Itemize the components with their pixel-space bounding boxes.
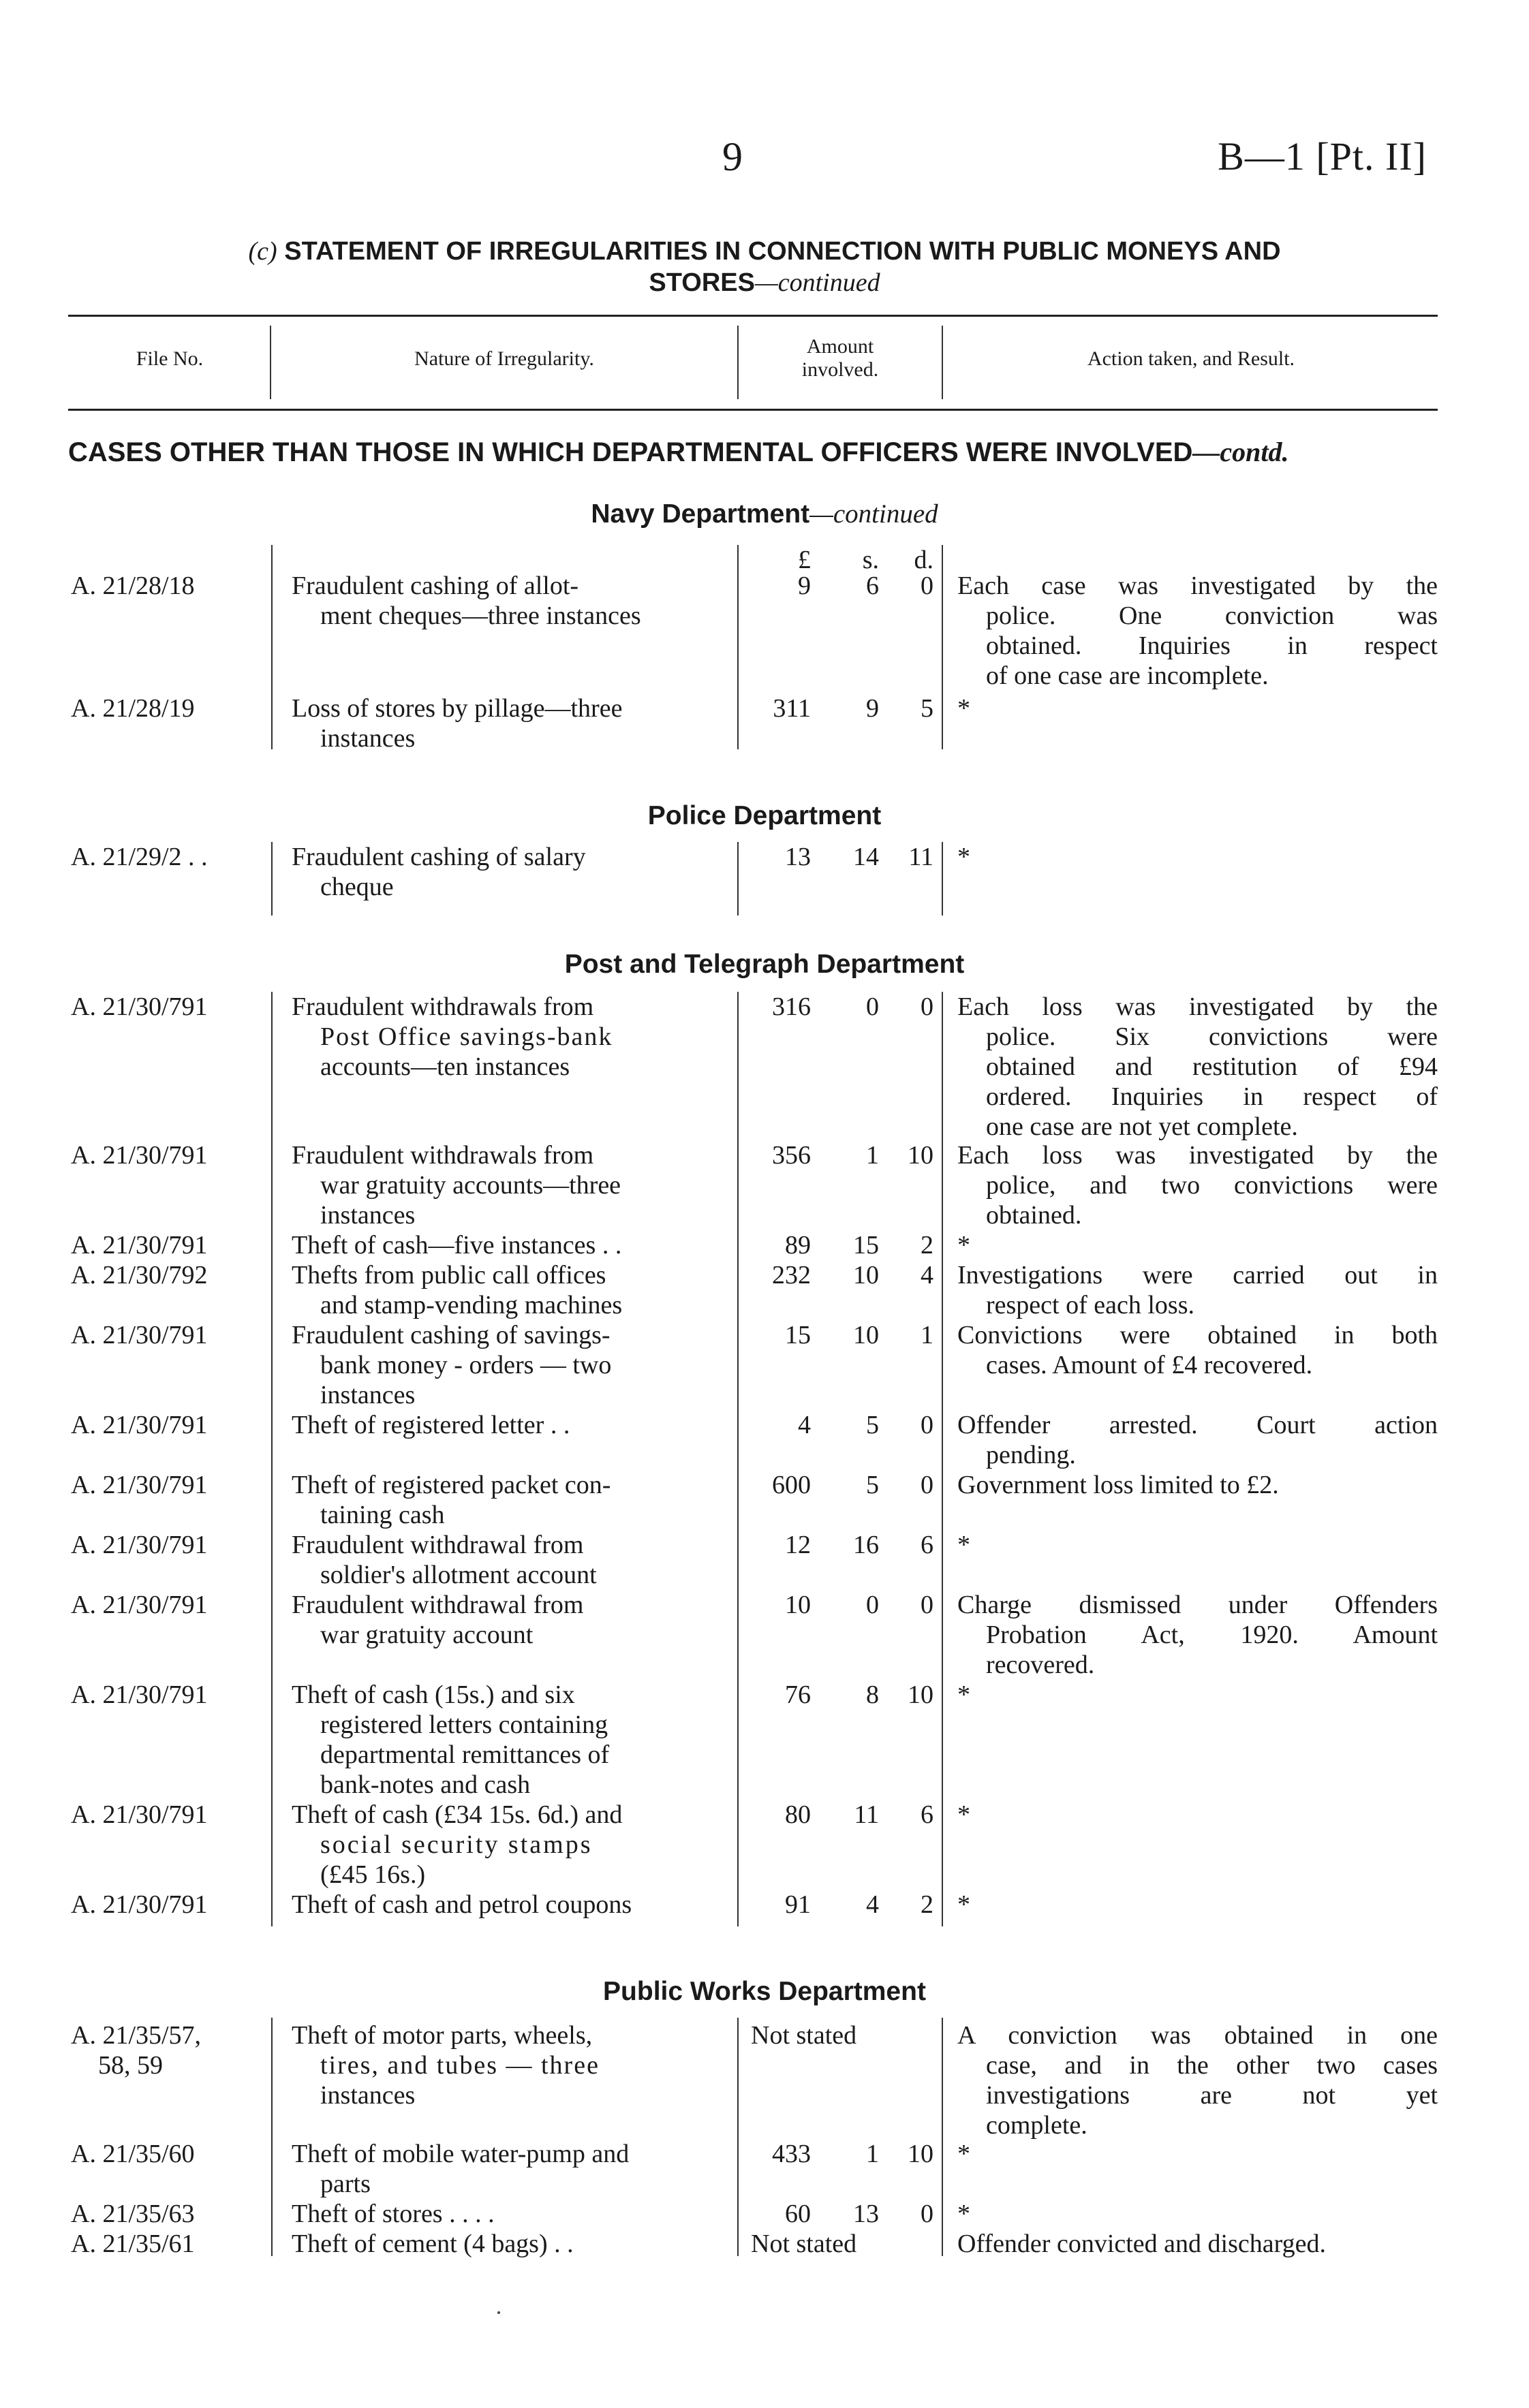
amount-pounds: 76 bbox=[785, 1680, 811, 1709]
amount-pounds: 433 bbox=[772, 2140, 811, 2168]
header-top-rule bbox=[68, 315, 1438, 317]
amount-shillings: 1 bbox=[866, 1141, 879, 1170]
action-line: police, and two convictions were bbox=[986, 1171, 1438, 1200]
action-line: obtained. bbox=[986, 1201, 1082, 1230]
amount bbox=[743, 2199, 933, 2229]
action bbox=[957, 571, 1438, 691]
action bbox=[957, 1890, 1438, 1920]
nature-line: cheque bbox=[320, 873, 394, 901]
file-no-text: A. 21/35/60 bbox=[71, 2140, 195, 2168]
nature bbox=[292, 1320, 714, 1410]
nature bbox=[292, 2139, 714, 2199]
file-no bbox=[71, 2020, 268, 2080]
section-heading-post-telegraph: Post and Telegraph Department bbox=[564, 950, 965, 979]
amount-pounds: 15 bbox=[785, 1321, 811, 1349]
nature-line: Fraudulent cashing of allot- bbox=[292, 572, 579, 600]
action-line: investigations are not yet bbox=[986, 2081, 1438, 2110]
police-divider-1 bbox=[271, 842, 273, 916]
amount-pounds: 91 bbox=[785, 1890, 811, 1919]
amount-shillings: 5 bbox=[866, 1471, 879, 1499]
amount-pounds: 10 bbox=[785, 1591, 811, 1619]
action bbox=[957, 992, 1438, 1142]
action-line: * bbox=[957, 2140, 970, 2168]
nature-line: instances bbox=[320, 1381, 416, 1409]
file-no bbox=[71, 1800, 268, 1830]
nature bbox=[292, 992, 714, 1082]
nature bbox=[292, 1680, 714, 1800]
action-line: obtained. Inquiries in respect bbox=[986, 631, 1438, 660]
action bbox=[957, 2020, 1438, 2140]
works-divider-1 bbox=[271, 2018, 273, 2256]
amount-shillings: 10 bbox=[853, 1261, 879, 1289]
action-line: obtained and restitution of £94 bbox=[986, 1052, 1438, 1081]
nature-line: Theft of cash—five instances . . bbox=[292, 1231, 622, 1260]
amount-pence: 5 bbox=[921, 694, 933, 723]
nature-line: social security stamps bbox=[320, 1830, 593, 1859]
action bbox=[957, 1260, 1438, 1320]
amount-pounds: 13 bbox=[785, 843, 811, 871]
nature-line: instances bbox=[320, 2081, 416, 2110]
amount-shillings: 16 bbox=[853, 1531, 879, 1559]
file-no bbox=[71, 693, 268, 723]
col-header-amount-line2: involved. bbox=[801, 358, 879, 381]
nature-line: Theft of mobile water-pump and bbox=[292, 2140, 630, 2168]
nature-line: Fraudulent cashing of salary bbox=[292, 843, 586, 871]
amount-pence: 10 bbox=[908, 2140, 933, 2168]
amount-pence: 0 bbox=[921, 572, 933, 600]
page-reference: B—1 [Pt. II] bbox=[1218, 134, 1427, 178]
post-divider-1 bbox=[271, 992, 273, 1926]
action-line: A conviction was obtained in one bbox=[957, 2021, 1438, 2050]
col-header-amount-line1: Amount bbox=[806, 335, 874, 358]
file-no bbox=[71, 1530, 268, 1560]
file-no-text: A. 21/30/791 bbox=[71, 1411, 208, 1439]
file-no bbox=[71, 1140, 268, 1170]
currency-shillings: s. bbox=[862, 546, 879, 574]
amount-pounds: 311 bbox=[773, 694, 811, 723]
action bbox=[957, 2139, 1438, 2169]
file-no-text: A. 21/30/791 bbox=[71, 1321, 208, 1349]
statement-title-suffix: —continued bbox=[754, 268, 880, 297]
amount-pounds: 89 bbox=[785, 1231, 811, 1260]
nature bbox=[292, 2229, 714, 2259]
statement-title-cont: STORES bbox=[649, 268, 755, 297]
file-no bbox=[71, 571, 268, 601]
file-no-text: A. 21/30/791 bbox=[71, 992, 208, 1021]
amount-pounds: 356 bbox=[772, 1141, 811, 1170]
amount-shillings: 5 bbox=[866, 1411, 879, 1439]
nature-line: bank money - orders — two bbox=[320, 1351, 612, 1379]
nature bbox=[292, 1260, 714, 1320]
file-no bbox=[71, 2199, 268, 2229]
file-no bbox=[71, 1470, 268, 1500]
action-line: Convictions were obtained in both bbox=[957, 1321, 1438, 1349]
file-no bbox=[71, 2229, 268, 2259]
file-no-text: A. 21/28/18 bbox=[71, 572, 195, 600]
action-line: one case are not yet complete. bbox=[986, 1112, 1298, 1141]
header-bottom-rule bbox=[68, 409, 1438, 411]
cases-heading-text: CASES OTHER THAN THOSE IN WHICH DEPARTMENTAL OFFICERS WERE INVOLVED bbox=[68, 437, 1193, 467]
nature-line: soldier's allotment account bbox=[320, 1561, 597, 1589]
file-no-text: A. 21/30/791 bbox=[71, 1531, 208, 1559]
file-no-text: A. 21/35/61 bbox=[71, 2230, 195, 2258]
nature bbox=[292, 1590, 714, 1650]
file-no bbox=[71, 1890, 268, 1920]
amount-pounds: 600 bbox=[772, 1471, 811, 1499]
amount bbox=[743, 1800, 933, 1830]
nature-line: parts bbox=[320, 2170, 371, 2198]
nature-line: Theft of registered letter . . bbox=[292, 1411, 570, 1439]
navy-divider-1 bbox=[271, 545, 273, 749]
statement-title bbox=[68, 236, 1461, 298]
amount-pence: 4 bbox=[921, 1261, 933, 1289]
file-no-text: A. 21/29/2 . . bbox=[71, 843, 208, 871]
amount bbox=[743, 1590, 933, 1620]
section-heading-public-works: Public Works Department bbox=[603, 1977, 926, 2006]
file-no bbox=[71, 1590, 268, 1620]
cases-heading bbox=[68, 436, 1289, 468]
nature-line: instances bbox=[320, 1201, 416, 1230]
file-no bbox=[71, 1320, 268, 1350]
nature bbox=[292, 1230, 714, 1260]
amount-shillings: 0 bbox=[866, 992, 879, 1021]
amount bbox=[743, 1230, 933, 1260]
nature-line: Theft of registered packet con- bbox=[292, 1471, 611, 1499]
navy-divider-3 bbox=[942, 545, 943, 749]
amount bbox=[743, 842, 933, 872]
nature-line: Theft of cash and petrol coupons bbox=[292, 1890, 632, 1919]
amount bbox=[743, 2020, 933, 2050]
amount bbox=[743, 2229, 933, 2259]
file-no-text: 58, 59 bbox=[98, 2051, 163, 2080]
amount-pounds: 80 bbox=[785, 1800, 811, 1829]
file-no-text: A. 21/28/19 bbox=[71, 694, 195, 723]
action-line: Investigations were carried out in bbox=[957, 1261, 1438, 1289]
action-line: * bbox=[957, 843, 970, 871]
action-line: * bbox=[957, 694, 970, 723]
amount-shillings: 15 bbox=[853, 1231, 879, 1260]
action bbox=[957, 2199, 1438, 2229]
action-line: Offender arrested. Court action bbox=[957, 1411, 1438, 1439]
file-no-text: A. 21/35/63 bbox=[71, 2200, 195, 2228]
nature-line: Theft of motor parts, wheels, bbox=[292, 2021, 593, 2050]
file-no-text: A. 21/35/57, bbox=[71, 2021, 202, 2050]
action-line: complete. bbox=[986, 2111, 1087, 2140]
section-heading-police: Police Department bbox=[647, 801, 882, 830]
currency-pence: d. bbox=[914, 546, 933, 574]
action-line: respect of each loss. bbox=[986, 1291, 1194, 1319]
nature-line: Thefts from public call offices bbox=[292, 1261, 606, 1289]
action bbox=[957, 1530, 1438, 1560]
amount bbox=[743, 1410, 933, 1440]
amount bbox=[743, 2139, 933, 2169]
stray-mark bbox=[497, 2311, 500, 2314]
header-divider-3 bbox=[942, 326, 943, 399]
amount bbox=[743, 992, 933, 1022]
col-header-amount bbox=[740, 335, 940, 381]
amount-not-stated: Not stated bbox=[751, 2230, 857, 2258]
action-line: police. Six convictions were bbox=[986, 1022, 1438, 1051]
action-line: * bbox=[957, 1231, 970, 1260]
amount-pence: 0 bbox=[921, 2200, 933, 2228]
file-no bbox=[71, 1410, 268, 1440]
amount bbox=[743, 1470, 933, 1500]
amount-pounds: 12 bbox=[785, 1531, 811, 1559]
amount-shillings: 10 bbox=[853, 1321, 879, 1349]
amount-pence: 10 bbox=[908, 1680, 933, 1709]
nature-line: Theft of cash (£34 15s. 6d.) and bbox=[292, 1800, 623, 1829]
action bbox=[957, 693, 1438, 723]
amount-not-stated: Not stated bbox=[751, 2021, 857, 2050]
nature-line: Fraudulent cashing of savings- bbox=[292, 1321, 611, 1349]
amount-shillings: 0 bbox=[866, 1591, 879, 1619]
amount-pence: 0 bbox=[921, 992, 933, 1021]
action-line: Probation Act, 1920. Amount bbox=[986, 1621, 1438, 1649]
nature-line: accounts—ten instances bbox=[320, 1052, 570, 1081]
header-divider-2 bbox=[737, 326, 739, 399]
header-divider-1 bbox=[270, 326, 271, 399]
nature bbox=[292, 693, 714, 753]
nature bbox=[292, 1530, 714, 1590]
file-no bbox=[71, 1230, 268, 1260]
amount-pence: 0 bbox=[921, 1591, 933, 1619]
action-line: recovered. bbox=[986, 1651, 1095, 1679]
action bbox=[957, 1140, 1438, 1230]
currency-pounds: £ bbox=[798, 546, 811, 574]
nature-line: Post Office savings-bank bbox=[320, 1022, 613, 1051]
amount bbox=[743, 1320, 933, 1350]
action-line: Government loss limited to £2. bbox=[957, 1471, 1279, 1499]
amount-pence: 2 bbox=[921, 1231, 933, 1260]
action-line: cases. Amount of £4 recovered. bbox=[986, 1351, 1313, 1379]
nature bbox=[292, 1800, 714, 1890]
nature-line: instances bbox=[320, 724, 416, 753]
post-divider-3 bbox=[942, 992, 943, 1926]
nature-line: Fraudulent withdrawal from bbox=[292, 1531, 584, 1559]
action-line: pending. bbox=[986, 1441, 1076, 1469]
action-line: Charge dismissed under Offenders bbox=[957, 1591, 1438, 1619]
nature-line: Theft of cement (4 bags) . . bbox=[292, 2230, 574, 2258]
action-line: * bbox=[957, 1680, 970, 1709]
col-header-file-no: File No. bbox=[136, 347, 204, 370]
section-title: Navy Department bbox=[591, 499, 810, 529]
statement-label: (c) bbox=[248, 237, 277, 266]
navy-divider-2 bbox=[737, 545, 739, 749]
amount-shillings: 9 bbox=[866, 694, 879, 723]
nature-line: war gratuity accounts—three bbox=[320, 1171, 621, 1200]
action bbox=[957, 2229, 1438, 2259]
file-no bbox=[71, 1680, 268, 1710]
file-no bbox=[71, 842, 268, 872]
action bbox=[957, 1680, 1438, 1710]
amount-pence: 10 bbox=[908, 1141, 933, 1170]
statement-title-main: STATEMENT OF IRREGULARITIES IN CONNECTION WITH PUBLIC MONEYS AND bbox=[284, 237, 1281, 266]
action-line: * bbox=[957, 1531, 970, 1559]
amount bbox=[743, 1140, 933, 1170]
amount bbox=[743, 571, 933, 601]
nature-line: Fraudulent withdrawals from bbox=[292, 1141, 594, 1170]
action-line: Each case was investigated by the bbox=[957, 572, 1438, 600]
nature-line: tires, and tubes — three bbox=[320, 2051, 600, 2080]
amount bbox=[743, 1260, 933, 1290]
nature-line: departmental remittances of bbox=[320, 1740, 610, 1769]
nature-line: war gratuity account bbox=[320, 1621, 534, 1649]
amount-pence: 11 bbox=[908, 843, 933, 871]
file-no-text: A. 21/30/791 bbox=[71, 1591, 208, 1619]
nature-line: taining cash bbox=[320, 1501, 445, 1529]
file-no-text: A. 21/30/792 bbox=[71, 1261, 208, 1289]
amount-pounds: 232 bbox=[772, 1261, 811, 1289]
amount-shillings: 11 bbox=[854, 1800, 879, 1829]
nature bbox=[292, 2199, 714, 2229]
amount bbox=[743, 1680, 933, 1710]
amount-pence: 6 bbox=[921, 1800, 933, 1829]
col-header-nature: Nature of Irregularity. bbox=[414, 347, 594, 370]
action bbox=[957, 1230, 1438, 1260]
nature-line: Fraudulent withdrawal from bbox=[292, 1591, 584, 1619]
action bbox=[957, 1320, 1438, 1380]
file-no bbox=[71, 2139, 268, 2169]
file-no-text: A. 21/30/791 bbox=[71, 1890, 208, 1919]
file-no-text: A. 21/30/791 bbox=[71, 1800, 208, 1829]
amount-shillings: 13 bbox=[853, 2200, 879, 2228]
nature-line: Fraudulent withdrawals from bbox=[292, 992, 594, 1021]
section-heading-navy bbox=[68, 499, 1461, 529]
nature-line: Theft of stores . . . . bbox=[292, 2200, 495, 2228]
amount-pounds: 60 bbox=[785, 2200, 811, 2228]
nature bbox=[292, 1890, 714, 1920]
action bbox=[957, 1470, 1438, 1500]
action-line: Offender convicted and discharged. bbox=[957, 2230, 1326, 2258]
nature bbox=[292, 1470, 714, 1530]
amount-pounds: 4 bbox=[798, 1411, 811, 1439]
works-divider-2 bbox=[737, 2018, 739, 2256]
action bbox=[957, 1590, 1438, 1680]
cases-heading-suffix: —contd. bbox=[1192, 437, 1289, 467]
nature bbox=[292, 571, 714, 631]
amount bbox=[743, 693, 933, 723]
nature-line: Loss of stores by pillage—three bbox=[292, 694, 623, 723]
amount-pence: 0 bbox=[921, 1411, 933, 1439]
nature bbox=[292, 2020, 714, 2110]
works-divider-3 bbox=[942, 2018, 943, 2256]
section-title-suffix: —continued bbox=[809, 499, 938, 529]
police-divider-2 bbox=[737, 842, 739, 916]
action-line: ordered. Inquiries in respect of bbox=[986, 1082, 1438, 1111]
amount-shillings: 14 bbox=[853, 843, 879, 871]
amount-pounds: 316 bbox=[772, 992, 811, 1021]
action-line: Each loss was investigated by the bbox=[957, 992, 1438, 1021]
file-no-text: A. 21/30/791 bbox=[71, 1471, 208, 1499]
action-line: case, and in the other two cases bbox=[986, 2051, 1438, 2080]
file-no bbox=[71, 1260, 268, 1290]
nature-line: (£45 16s.) bbox=[320, 1860, 426, 1889]
nature-line: ment cheques—three instances bbox=[320, 601, 641, 630]
amount-pence: 6 bbox=[921, 1531, 933, 1559]
amount-shillings: 8 bbox=[866, 1680, 879, 1709]
file-no-text: A. 21/30/791 bbox=[71, 1141, 208, 1170]
police-divider-3 bbox=[942, 842, 943, 916]
action bbox=[957, 842, 1438, 872]
amount-shillings: 4 bbox=[866, 1890, 879, 1919]
amount-pence: 2 bbox=[921, 1890, 933, 1919]
nature-line: bank-notes and cash bbox=[320, 1770, 531, 1799]
nature-line: Theft of cash (15s.) and six bbox=[292, 1680, 575, 1709]
action bbox=[957, 1800, 1438, 1830]
action-line: * bbox=[957, 1800, 970, 1829]
nature-line: and stamp-vending machines bbox=[320, 1291, 623, 1319]
action bbox=[957, 1410, 1438, 1470]
action-line: * bbox=[957, 1890, 970, 1919]
amount bbox=[743, 1890, 933, 1920]
action-line: * bbox=[957, 2200, 970, 2228]
col-header-action: Action taken, and Result. bbox=[1087, 347, 1295, 370]
amount bbox=[743, 1530, 933, 1560]
nature bbox=[292, 1140, 714, 1230]
action-line: police. One conviction was bbox=[986, 601, 1438, 630]
file-no bbox=[71, 992, 268, 1022]
amount-shillings: 1 bbox=[866, 2140, 879, 2168]
amount-shillings: 6 bbox=[866, 572, 879, 600]
file-no-text: A. 21/30/791 bbox=[71, 1231, 208, 1260]
amount-pence: 0 bbox=[921, 1471, 933, 1499]
post-divider-2 bbox=[737, 992, 739, 1926]
amount-pence: 1 bbox=[921, 1321, 933, 1349]
amount-pounds: 9 bbox=[798, 572, 811, 600]
file-no-text: A. 21/30/791 bbox=[71, 1680, 208, 1709]
nature bbox=[292, 842, 714, 902]
page-number: 9 bbox=[722, 134, 743, 179]
nature bbox=[292, 1410, 714, 1440]
action-line: Each loss was investigated by the bbox=[957, 1141, 1438, 1170]
action-line: of one case are incomplete. bbox=[986, 661, 1269, 690]
nature-line: registered letters containing bbox=[320, 1710, 608, 1739]
